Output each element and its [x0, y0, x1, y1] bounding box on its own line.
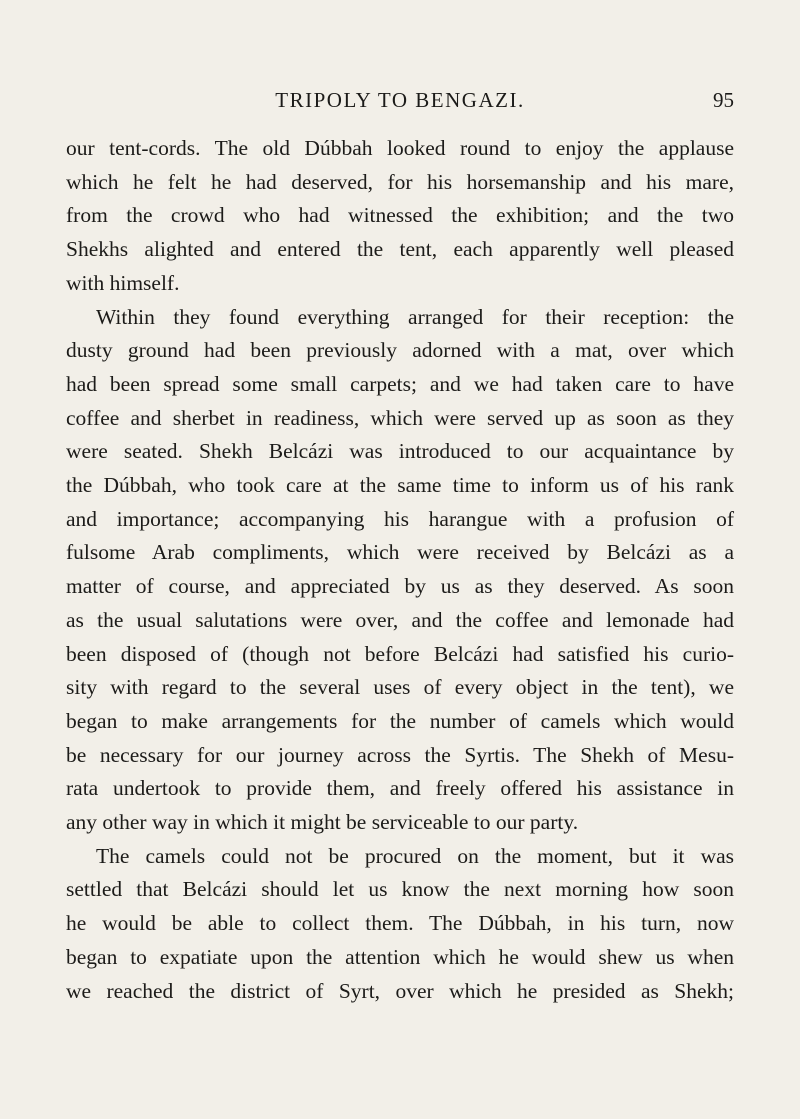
text-line: with himself.	[66, 270, 180, 295]
text-line: began to make arrangements for the number of camels which would	[66, 708, 734, 733]
text-line: from the crowd who had witnessed the exhibition; and the two	[66, 203, 734, 228]
paragraph	[66, 132, 734, 301]
text-line: settled that Belcázi should let us know the next morning how soon	[66, 877, 734, 902]
text-line: coffee and sherbet in readiness, which were served up as soon as they	[66, 405, 734, 430]
text-line: began to expatiate upon the attention which he would shew us when	[66, 944, 734, 969]
text-line: were seated. Shekh Belcázi was introduced to our acquaintance by	[66, 439, 734, 464]
text-line: rata undertook to provide them, and freely offered his assistance in	[66, 776, 734, 801]
text-line: had been spread some small carpets; and we had taken care to have	[66, 371, 734, 396]
text-line: matter of course, and appreciated by us as they deserved. As soon	[66, 574, 734, 599]
text-line: Within they found everything arranged for their reception: the	[96, 304, 734, 329]
paragraph	[66, 301, 734, 840]
text-line: as the usual salutations were over, and the coffee and lemonade had	[66, 607, 734, 632]
text-line: The camels could not be procured on the moment, but it was	[96, 843, 734, 868]
text-line: the Dúbbah, who took care at the same time to inform us of his rank	[66, 473, 734, 498]
text-line: and importance; accompanying his harangue with a profusion of	[66, 506, 734, 531]
page-number: 95	[713, 88, 734, 112]
text-line: sity with regard to the several uses of every object in the tent), we	[66, 675, 734, 700]
text-line: our tent-cords. The old Dúbbah looked round to enjoy the applause	[66, 136, 734, 160]
paragraph	[66, 840, 734, 1009]
page-header	[66, 88, 734, 128]
text-line: dusty ground had been previously adorned with a mat, over which	[66, 338, 734, 363]
text-line: he would be able to collect them. The Dúbbah, in his turn, now	[66, 911, 734, 936]
text-line: any other way in which it might be serviceable to our party.	[66, 810, 579, 835]
text-line: Shekhs alighted and entered the tent, each apparently well pleased	[66, 237, 734, 262]
text-line: be necessary for our journey across the Syrtis. The Shekh of Mesu-	[66, 742, 734, 767]
body-text	[66, 132, 734, 1008]
text-line: which he felt he had deserved, for his horsemanship and his mare,	[66, 169, 734, 194]
text-line: we reached the district of Syrt, over which he presided as Shekh;	[66, 978, 734, 1003]
text-line: been disposed of (though not before Belcázi had satisfied his curio-	[66, 641, 734, 666]
running-head: TRIPOLY TO BENGAZI.	[275, 88, 525, 112]
text-line: fulsome Arab compliments, which were received by Belcázi as a	[66, 540, 734, 565]
